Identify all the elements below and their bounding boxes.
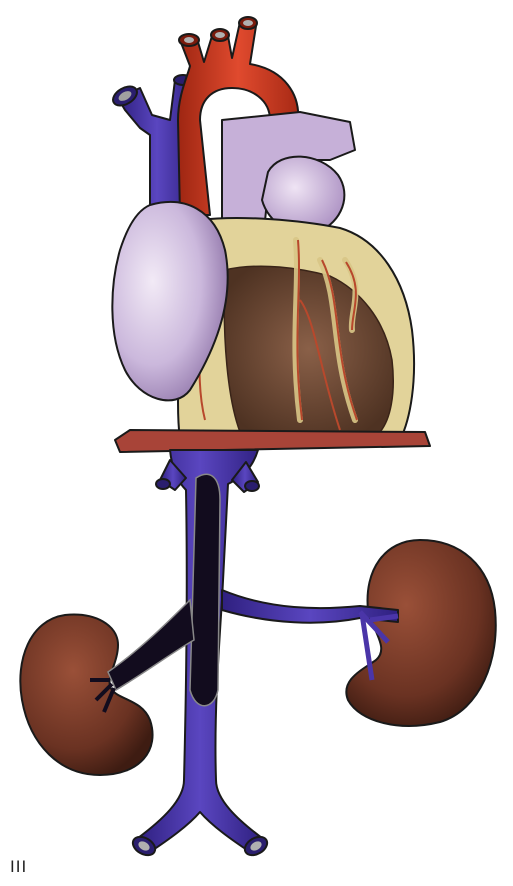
panel-label: III bbox=[10, 857, 28, 876]
kidney-left bbox=[20, 615, 152, 775]
kidney-right bbox=[346, 540, 495, 726]
diaphragm bbox=[115, 430, 430, 452]
left-vena-cava bbox=[108, 474, 220, 705]
